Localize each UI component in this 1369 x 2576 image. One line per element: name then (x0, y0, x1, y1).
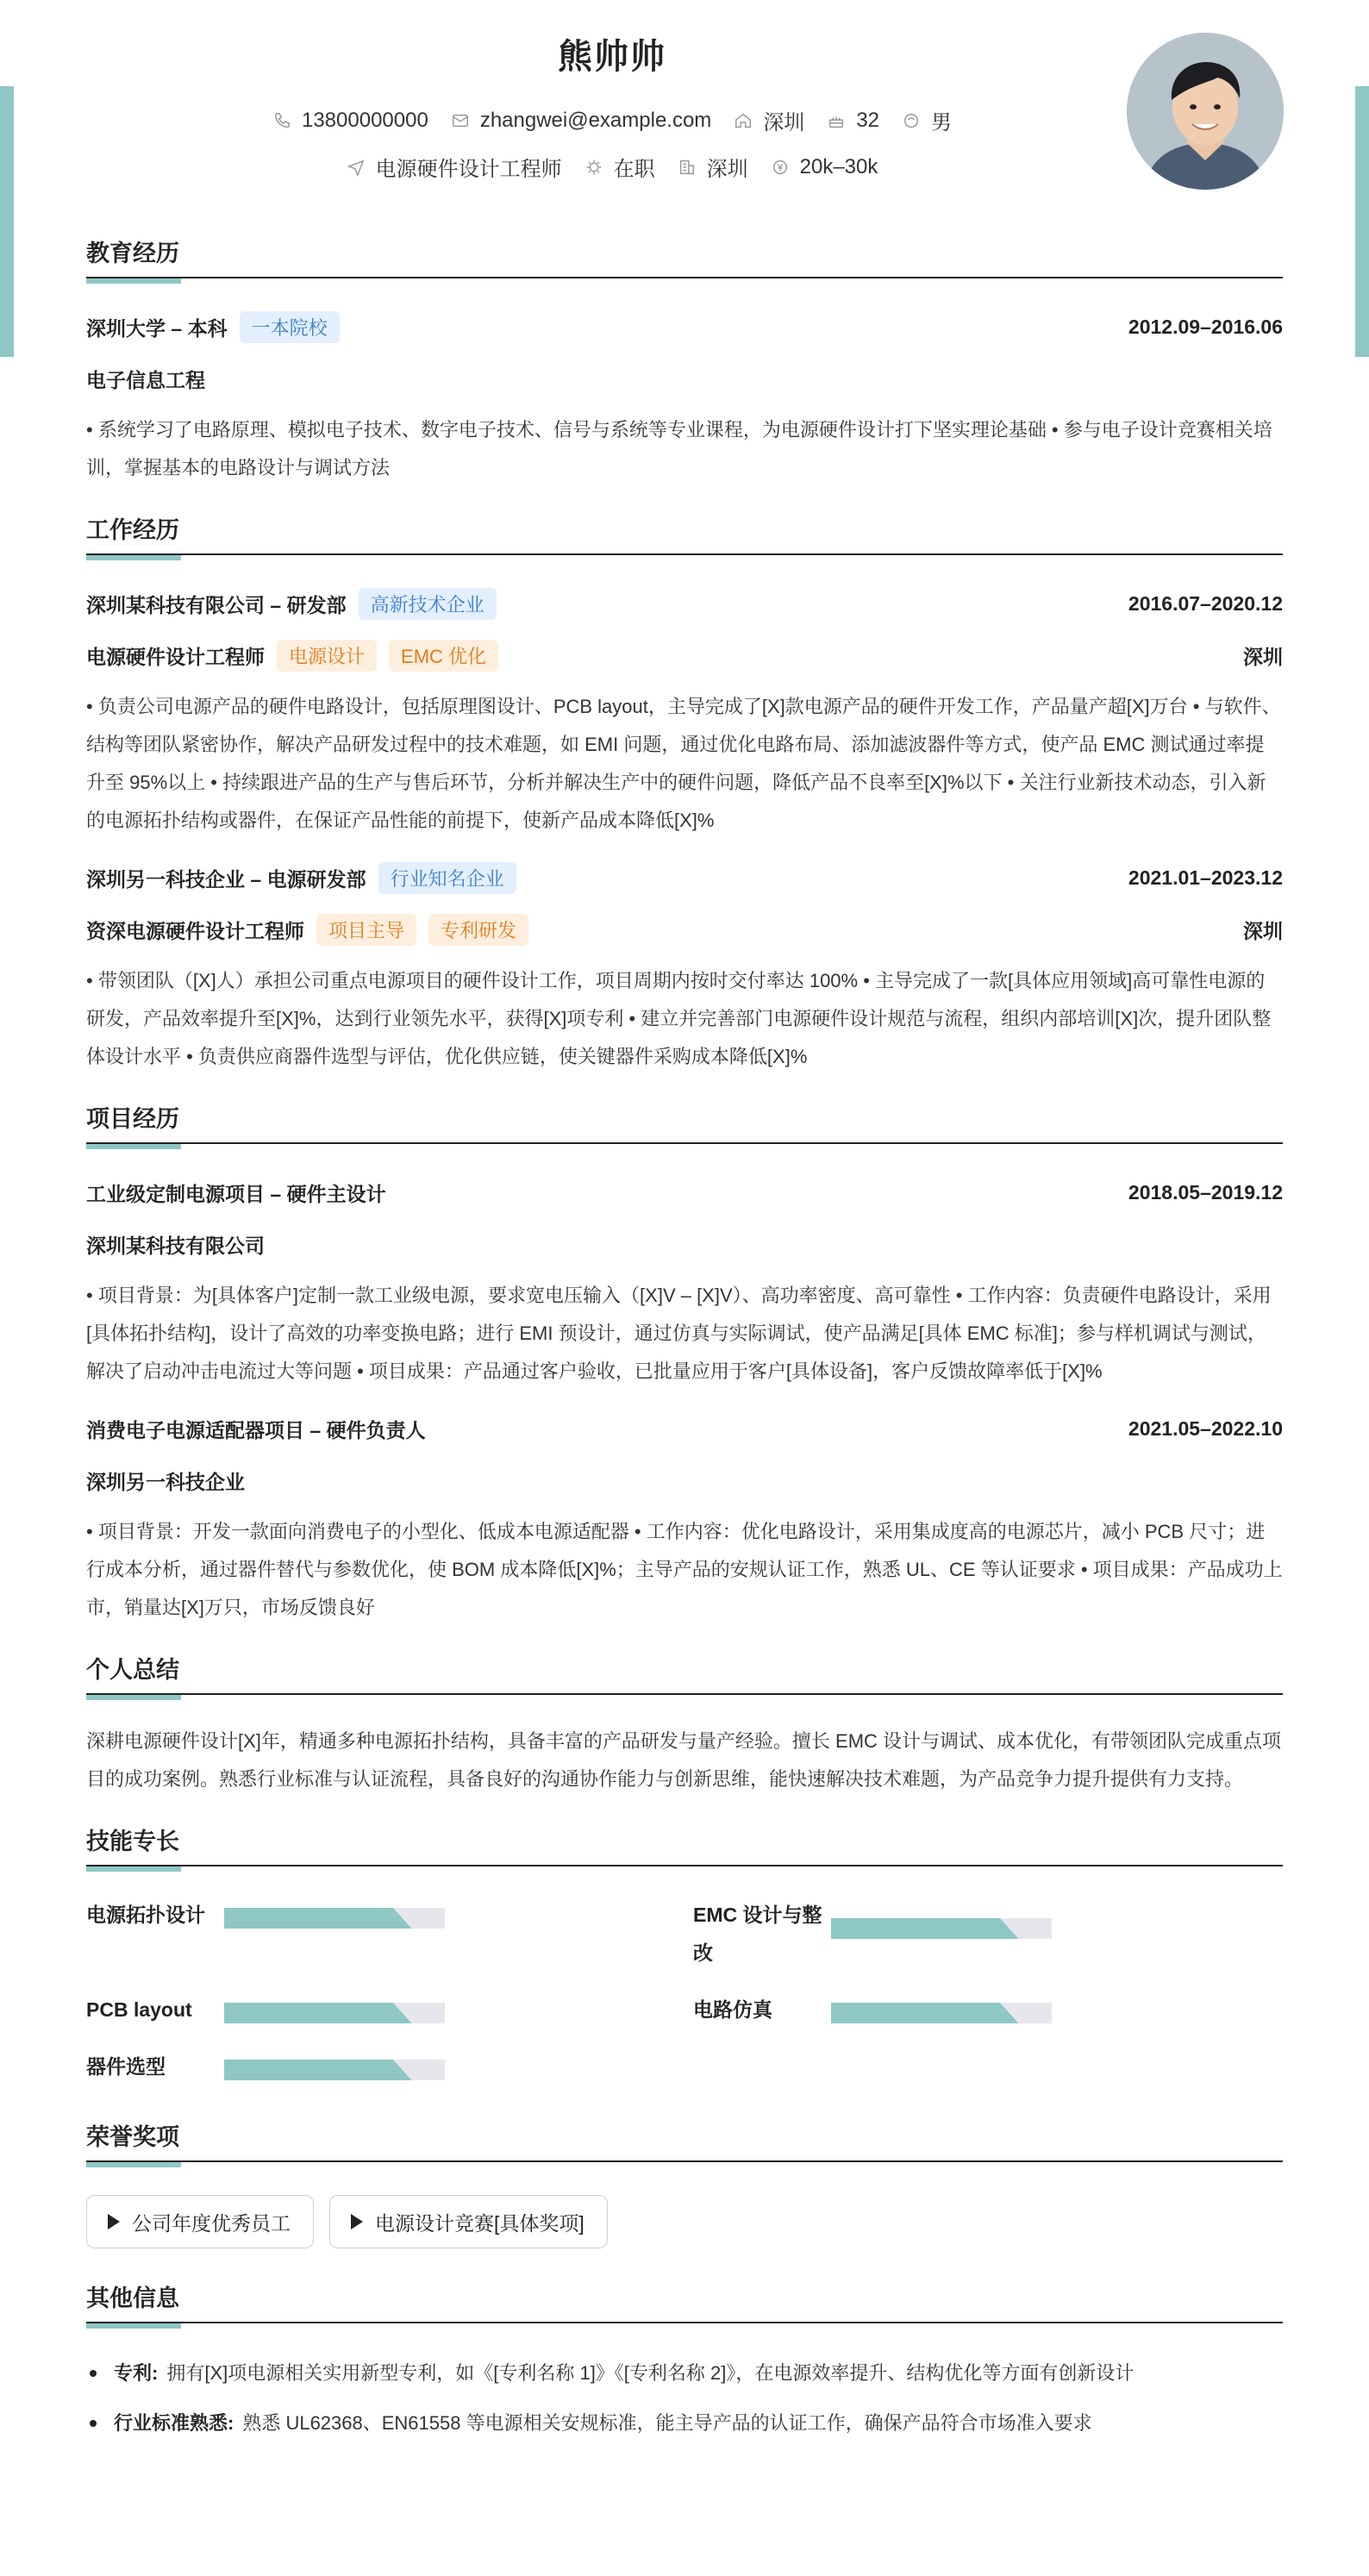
play-icon (108, 2214, 120, 2229)
award-name: 电源设计竞赛[具体奖项] (375, 2211, 584, 2235)
work-city-info (678, 152, 748, 182)
section-title: 技能专长 (86, 1823, 1283, 1866)
candidate-name: 熊帅帅 (558, 38, 666, 76)
section-title: 荣誉奖项 (86, 2118, 1283, 2162)
gender-text: 男 (931, 111, 953, 134)
list-item (86, 2356, 1283, 2391)
work-entry (86, 588, 1283, 840)
date-range: 2018.05–2019.12 (1128, 1180, 1283, 1204)
building-icon (678, 158, 697, 177)
item-text: 拥有[X]项电源相关实用新型专利，如《[专利名称 1]》《[专利名称 2]》，在电源效率提升、结构优化等方面有创新设计 (166, 2362, 1135, 2384)
resume-header (0, 0, 1369, 198)
job-status-text: 在职 (613, 158, 655, 181)
item-key: 行业标准熟悉: (114, 2412, 234, 2434)
section-title: 教育经历 (86, 234, 1283, 278)
other-section (86, 2279, 1283, 2441)
skill-name: 电路仿真 (693, 1998, 772, 2021)
work-entry (86, 862, 1283, 1076)
honors-section (86, 2118, 1283, 2248)
job-city: 深圳 (1243, 919, 1283, 942)
section-title: 工作经历 (86, 511, 1283, 555)
skill-item (693, 1991, 1283, 2029)
play-icon (351, 2214, 363, 2229)
mail-icon (451, 111, 470, 130)
project-name: 工业级定制电源项目 – 硬件主设计 (86, 1182, 386, 1205)
project-org-row (86, 1229, 1283, 1260)
resume-content (86, 234, 1283, 2465)
date-range: 2021.01–2023.12 (1128, 866, 1283, 889)
entry-description: • 项目背景：为[具体客户]定制一款工业级电源，要求宽电压输入（[X]V – [X]V）、高功率密度、高可靠性 • 工作内容：负责硬件电路设计，采用[具体拓扑结构]，设计了高效的功率变换电路；进行 EMI 预设计，通过仿真与实际调试，使产品满足[具体 EMC 标准]；参与样机调试与测试，解决了启动冲击电流过大等问题 • 项目成果：产品通过客户验收，已批量应用于客户[具体设备]，客户反馈故障率低于[X]% (86, 1285, 1272, 1382)
major-row (86, 363, 1283, 394)
date-range: 2012.09–2016.06 (1128, 315, 1283, 338)
skill-level-bar (831, 2003, 1052, 2023)
entry-header (86, 862, 1283, 893)
skill-item (693, 1896, 1283, 1972)
skill-level-fill (224, 2060, 412, 2080)
project-entry (86, 1177, 1283, 1391)
hometown-info (734, 105, 804, 135)
position-row (86, 640, 1283, 671)
job-status-info (584, 152, 655, 182)
entry-header (86, 1413, 1283, 1444)
skill-tag: 项目主导 (316, 914, 416, 946)
company-name: 深圳某科技有限公司 – 研发部 (86, 593, 347, 616)
skill-level-fill (224, 1908, 412, 1929)
work-section (86, 511, 1283, 1076)
project-entry (86, 1413, 1283, 1627)
basic-info-row (0, 105, 1224, 135)
award-chip (86, 2195, 314, 2248)
summary-text: 深耕电源硬件设计[X]年，精通多种电源拓扑结构，具备丰富的产品研发与量产经验。擅长 EMC 设计与调试、成本优化，有带领团队完成重点项目的成功案例。熟悉行业标准与认证流程，具备良好的沟通协作能力与创新思维，能快速解决技术难题，为产品竞争力提升提供有力支持。 (86, 1730, 1282, 1790)
skill-level-fill (831, 2003, 1019, 2023)
entry-header (86, 1177, 1283, 1208)
project-org: 深圳某科技有限公司 (86, 1234, 265, 1257)
gender-icon (902, 111, 921, 130)
phone-icon (272, 111, 291, 130)
entry-header (86, 588, 1283, 619)
project-name: 消费电子电源适配器项目 – 硬件负责人 (86, 1418, 426, 1441)
skill-item (86, 2048, 693, 2085)
position-title: 资深电源硬件设计工程师 (86, 919, 304, 942)
skill-level-bar (224, 2003, 445, 2023)
skill-tag: 专利研发 (428, 914, 528, 946)
salary-icon (771, 158, 790, 177)
entry-header (86, 311, 1283, 342)
company-name: 深圳另一科技企业 – 电源研发部 (86, 867, 366, 891)
home-icon (734, 111, 753, 130)
email-info (451, 109, 712, 133)
avatar (1127, 33, 1284, 190)
skill-level-fill (224, 2003, 412, 2023)
award-chip (329, 2195, 608, 2248)
skill-item (86, 1991, 693, 2029)
job-target-info (347, 152, 562, 182)
entry-description: • 项目背景：开发一款面向消费电子的小型化、低成本电源适配器 • 工作内容：优化电路设计，采用集成度高的电源芯片，减小 PCB 尺寸；进行成本分析，通过器件替代与参数优化，使 BOM 成本降低[X]%；主导产品的安规认证工作，熟悉 UL、CE 等认证要求 • 项目成果：产品成功上市，销量达[X]万只，市场反馈良好 (86, 1521, 1283, 1618)
age-text: 32 (856, 108, 880, 132)
skill-name: PCB layout (86, 1998, 192, 2021)
skill-name: 电源拓扑设计 (86, 1904, 205, 1926)
entry-description: • 系统学习了电路原理、模拟电子技术、数字电子技术、信号与系统等专业课程，为电源硬件设计打下坚实理论基础 • 参与电子设计竞赛相关培训，掌握基本的电路设计与调试方法 (86, 419, 1272, 478)
major: 电子信息工程 (86, 368, 205, 391)
date-range: 2016.07–2020.12 (1128, 591, 1283, 615)
salary-info (771, 155, 878, 179)
project-org-row (86, 1465, 1283, 1496)
hometown-text: 深圳 (763, 111, 805, 134)
awards-list (86, 2195, 1283, 2248)
list-item (86, 2406, 1283, 2441)
school-tag: 一本院校 (240, 311, 340, 343)
skills-grid (86, 1896, 1283, 2085)
job-info-row (0, 152, 1224, 182)
project-org: 深圳另一科技企业 (86, 1470, 245, 1493)
skill-name: 器件选型 (86, 2055, 166, 2078)
summary-section (86, 1651, 1283, 1798)
skill-tag: 电源设计 (277, 640, 377, 672)
age-icon (827, 111, 846, 130)
skill-level-bar (224, 1908, 445, 1929)
entry-description: • 负责公司电源产品的硬件电路设计，包括原理图设计、PCB layout，主导完成了[X]款电源产品的硬件开发工作，产品量产超[X]万台 • 与软件、结构等团队紧密协作，解决产品研发过程中的技术难题，如 EMI 问题，通过优化电路布局、添加滤波器件等方式，使产品 EMC 测试通过率提升至 95%以上 • 持续跟进产品的生产与售后环节，分析并解决生产中的硬件问题，降低产品不良率至[X]%以下 • 关注行业新技术动态，引入新的电源拓扑结构或器件，在保证产品性能的前提下，使新产品成本降低[X]% (86, 696, 1281, 831)
job-city: 深圳 (1243, 645, 1283, 668)
other-info-list (86, 2356, 1283, 2441)
position-title: 电源硬件设计工程师 (86, 645, 265, 668)
skill-level-bar (224, 2060, 445, 2080)
gender-info (902, 105, 952, 135)
projects-section (86, 1100, 1283, 1627)
job-target-text: 电源硬件设计工程师 (375, 158, 562, 181)
item-text: 熟悉 UL62368、EN61558 等电源相关安规标准，能主导产品的认证工作，确保产品符合市场准入要求 (242, 2412, 1092, 2434)
education-section (86, 234, 1283, 487)
phone-text: 13800000000 (301, 108, 428, 132)
item-key: 专利: (114, 2362, 159, 2384)
age-info (827, 109, 879, 133)
skill-item (86, 1896, 693, 1972)
education-entry (86, 311, 1283, 487)
skills-section (86, 1823, 1283, 2085)
company-tag: 行业知名企业 (378, 862, 516, 894)
award-name: 公司年度优秀员工 (132, 2211, 291, 2235)
salary-text: 20k–30k (799, 154, 878, 178)
send-icon (347, 158, 366, 177)
skill-level-fill (831, 1918, 1019, 1939)
section-title: 项目经历 (86, 1100, 1283, 1144)
date-range: 2021.05–2022.10 (1128, 1416, 1283, 1440)
status-icon (584, 158, 603, 177)
company-tag: 高新技术企业 (359, 588, 497, 620)
position-row (86, 914, 1283, 945)
entry-description: • 带领团队（[X]人）承担公司重点电源项目的硬件设计工作，项目周期内按时交付率达 100% • 主导完成了一款[具体应用领域]高可靠性电源的研发，产品效率提升至[X]%，达到行业领先水平，获得[X]项专利 • 建立并完善部门电源硬件设计规范与流程，组织内部培训[X]次，提升团队整体设计水平 • 负责供应商器件选型与评估，优化供应链，使关键器件采购成本降低[X]% (86, 970, 1272, 1067)
work-city-text: 深圳 (706, 158, 748, 181)
skill-name: EMC 设计与整改 (693, 1904, 822, 1964)
skill-level-bar (831, 1918, 1052, 1939)
section-title: 其他信息 (86, 2279, 1283, 2323)
phone-info (272, 109, 428, 133)
school-name: 深圳大学 – 本科 (86, 316, 228, 340)
skill-tag: EMC 优化 (389, 640, 498, 672)
section-title: 个人总结 (86, 1651, 1283, 1695)
email-text: zhangwei@example.com (479, 108, 712, 132)
